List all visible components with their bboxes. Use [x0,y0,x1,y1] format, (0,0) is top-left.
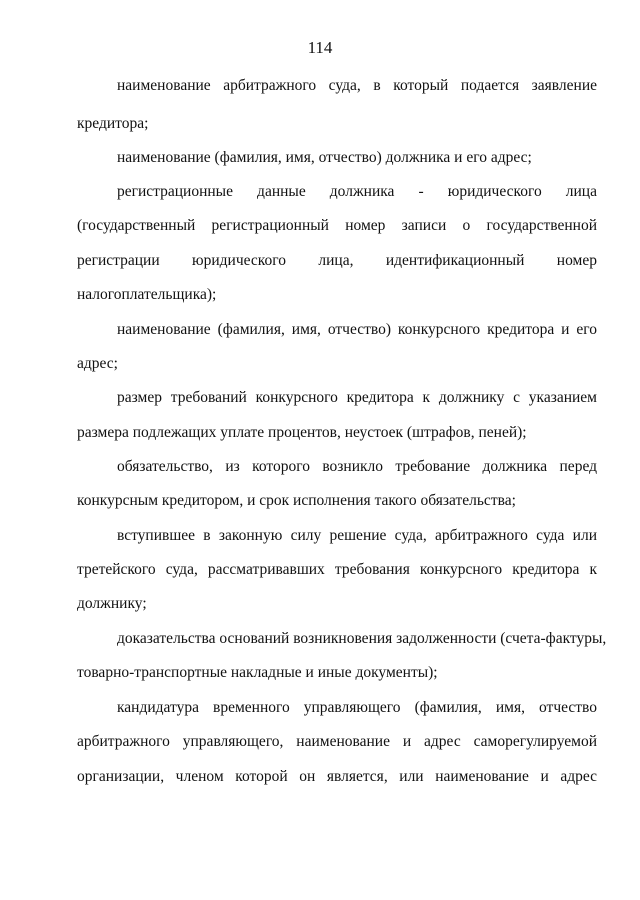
text-line: конкурсным кредитором, и срок исполнения такого обязательства; [77,492,516,509]
text-line: организации, членом которой он является, или наименование и адрес [77,768,597,785]
page-number: 114 [307,38,333,57]
text-line: наименование (фамилия, имя, отчество) конкурсного кредитора и его [117,321,597,338]
text-line: размера подлежащих уплате процентов, неустоек (штрафов, пеней); [77,424,527,441]
text-line: вступившее в законную силу решение суда, арбитражного суда или [117,527,597,544]
text-line: доказательства оснований возникновения задолженности (счета-фактуры, [117,630,607,647]
text-line: регистрационные данные должника - юридического лица [117,183,597,200]
text-line: кандидатура временного управляющего (фамилия, имя, отчество [117,699,597,716]
text-line: размер требований конкурсного кредитора к должнику с указанием [117,389,597,406]
text-line: наименование (фамилия, имя, отчество) должника и его адрес; [117,149,532,166]
text-line: (государственный регистрационный номер записи о государственной [77,217,597,234]
text-line: арбитражного управляющего, наименование и адрес саморегулируемой [77,733,597,750]
text-line: третейского суда, рассматривавших требования конкурсного кредитора к [77,561,597,578]
text-line: адрес; [77,355,118,372]
text-line: товарно-транспортные накладные и иные документы); [77,664,438,681]
text-line: должнику; [77,595,147,612]
text-line: кредитора; [77,115,149,132]
text-line: регистрации юридического лица, идентификационный номер [77,252,597,269]
text-line: налогоплательщика); [77,286,217,303]
text-line: наименование арбитражного суда, в который подается заявление [117,77,597,94]
text-line: обязательство, из которого возникло требование должника перед [117,458,597,475]
